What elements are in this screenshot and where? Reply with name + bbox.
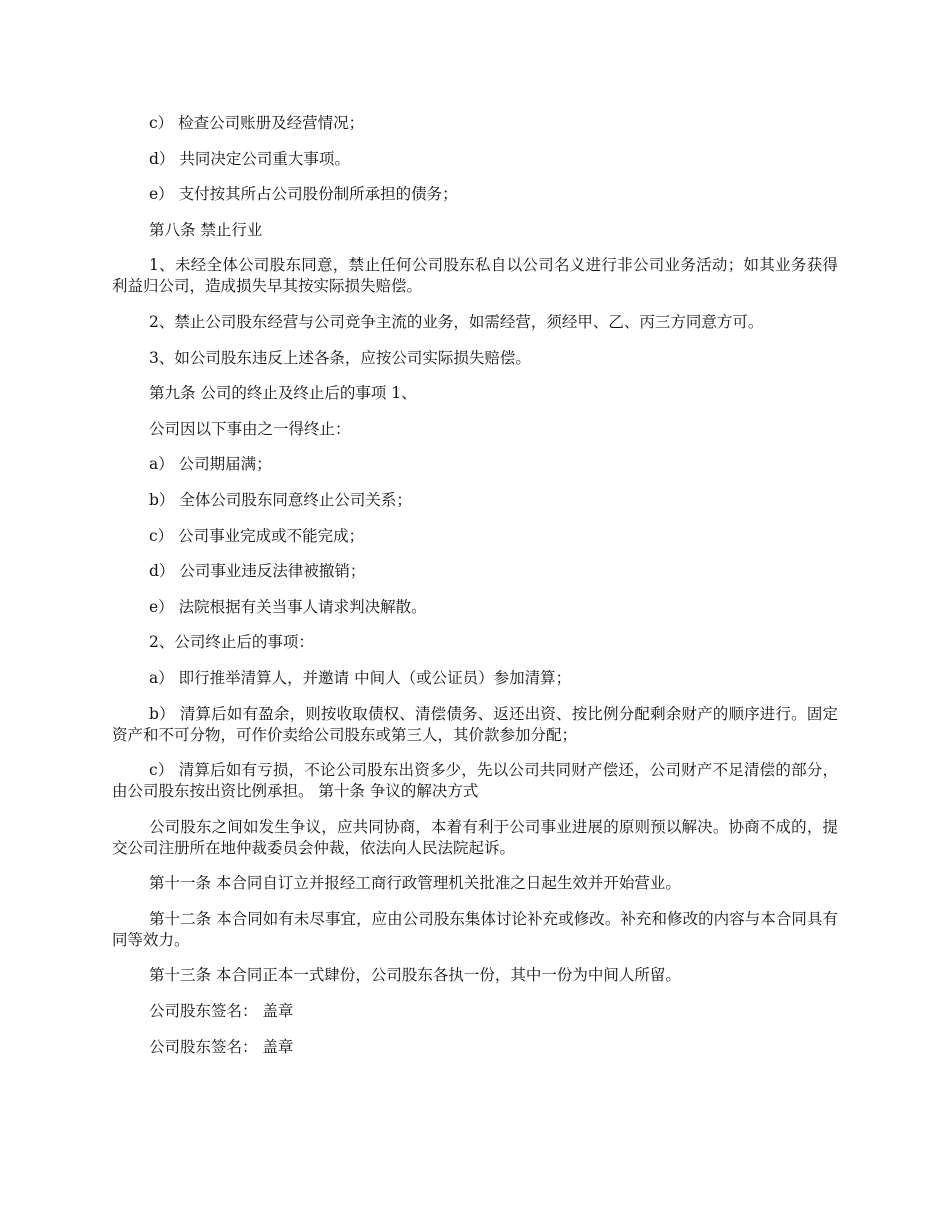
paragraph-article-11: 第十一条 本合同自订立并报经工商行政管理机关批准之日起生效并开始营业。 [149,874,681,893]
paragraph-termination-intro: 公司因以下事由之一得终止： [149,419,351,438]
article-9-heading: 第九条 公司的终止及终止后的事项 1、 [149,384,417,403]
paragraph-after-termination-heading: 2、公司终止后的事项： [149,633,314,652]
article-8-heading: 第八条 禁止行业 [149,220,263,239]
paragraph-article-8-item-2: 2、禁止公司股东经营与公司竞争主流的业务，如需经营，须经甲、乙、丙三方同意方可。 [149,312,764,331]
paragraph-clause-7c: c） 检查公司账册及经营情况； [149,114,365,132]
signature-line-1: 公司股东签名： 盖章 [149,1002,294,1021]
paragraph-termination-b: b） 全体公司股东同意终止公司关系； [149,490,412,509]
paragraph-article-10-body: 公司股东之间如发生争议，应共同协商，本着有利于公司事业进展的原则预以解决。协商不成的，提交公司注册所在地仲裁委员会仲裁，依法向人民法院起诉。 [112,817,838,857]
paragraph-after-termination-c: c） 清算后如有亏损，不论公司股东出资多少，先以公司共同财产偿还，公司财产不足清偿的部分，由公司股东按出资比例承担。 第十条 争议的解决方式 [112,761,838,801]
paragraph-termination-a: a） 公司期届满； [149,455,272,474]
signature-line-2: 公司股东签名： 盖章 [149,1037,294,1056]
paragraph-clause-7e: e） 支付按其所占公司股份制所承担的债务； [149,185,458,204]
paragraph-article-8-item-3: 3、如公司股东违反上述各条，应按公司实际损失赔偿。 [149,348,531,367]
paragraph-termination-d: d） 公司事业违反法律被撤销； [149,562,366,581]
document-body [112,113,838,1072]
paragraph-termination-e: e） 法院根据有关当事人请求判决解散。 [149,597,427,616]
paragraph-after-termination-b: b） 清算后如有盈余，则按收取债权、清偿债务、返还出资、按比例分配剩余财产的顺序进行。固定资产和不可分物，可作价卖给公司股东或第三人，其价款参加分配； [112,704,838,744]
paragraph-article-13: 第十三条 本合同正本一式肆份，公司股东各执一份，其中一份为中间人所留。 [149,966,681,985]
paragraph-clause-7d: d） 共同决定公司重大事项。 [149,149,350,168]
paragraph-article-12: 第十二条 本合同如有未尽事宜，应由公司股东集体讨论补充或修改。补充和修改的内容与本合同具有同等效力。 [112,909,838,949]
paragraph-termination-c: c） 公司事业完成或不能完成； [149,526,365,545]
paragraph-article-8-item-1: 1、未经全体公司股东同意，禁止任何公司股东私自以公司名义进行非公司业务活动；如其业务获得利益归公司，造成损失早其按实际损失赔偿。 [112,256,838,296]
paragraph-after-termination-a: a） 即行推举清算人，并邀请 中间人（或公证员）参加清算； [149,668,572,687]
